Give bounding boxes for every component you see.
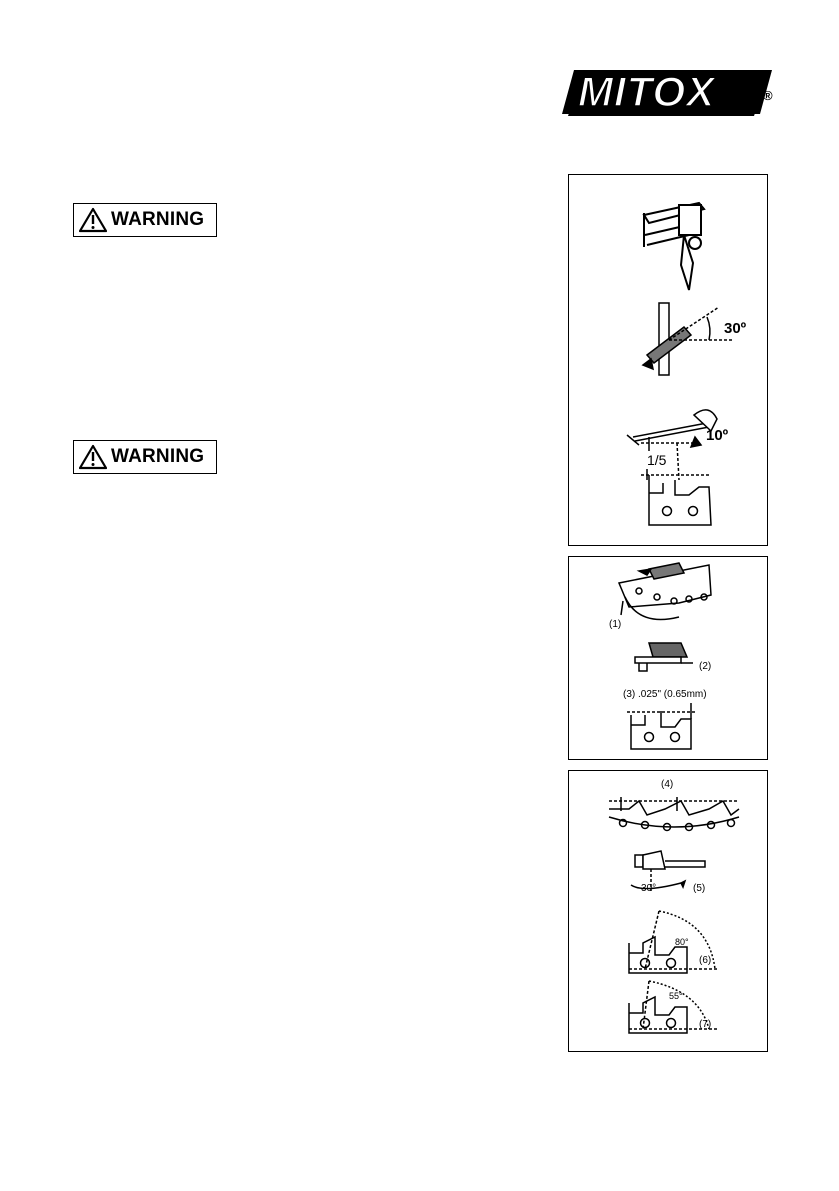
angle-30-label: 30° xyxy=(641,883,657,894)
depth-gauge-cutter-diagram xyxy=(627,703,697,749)
svg-text:MITOX: MITOX xyxy=(578,70,716,115)
warning-text: WARNING xyxy=(111,446,205,467)
file-guide-illustration xyxy=(644,203,704,290)
label-1: (1) xyxy=(609,619,622,630)
label-7: (7) xyxy=(699,1019,712,1030)
file-angle-30-diagram xyxy=(643,303,734,375)
label-6: (6) xyxy=(699,955,712,966)
cutter-tooth-diagram xyxy=(641,469,711,525)
depth-gauge-tool-illustration xyxy=(619,563,711,620)
registered-mark: ® xyxy=(763,88,773,103)
label-2: (2) xyxy=(699,661,712,672)
warning-text: WARNING xyxy=(111,209,205,230)
angle-55-label: 55° xyxy=(669,991,683,1001)
warning-label xyxy=(73,440,217,474)
mitox-logo xyxy=(560,70,775,118)
label-5: (5) xyxy=(693,883,706,894)
saw-chain-illustration xyxy=(609,797,739,831)
file-angle-10-diagram xyxy=(627,410,717,480)
flat-file-illustration xyxy=(635,643,693,671)
sharpening-diagram-panel xyxy=(568,174,768,546)
ratio-label: 1/5 xyxy=(647,452,667,468)
angle-10-label: 10º xyxy=(706,427,729,444)
warning-triangle-icon xyxy=(79,444,107,470)
warning-triangle-icon xyxy=(79,207,107,233)
label-3: (3) .025" (0.65mm) xyxy=(623,689,707,700)
warning-label xyxy=(73,203,217,237)
angle-80-label: 80° xyxy=(675,937,689,947)
label-4: (4) xyxy=(661,779,674,790)
depth-gauge-diagram-panel xyxy=(568,556,768,760)
cutter-angle-diagram-panel xyxy=(568,770,768,1052)
angle-30-label: 30º xyxy=(724,320,747,337)
